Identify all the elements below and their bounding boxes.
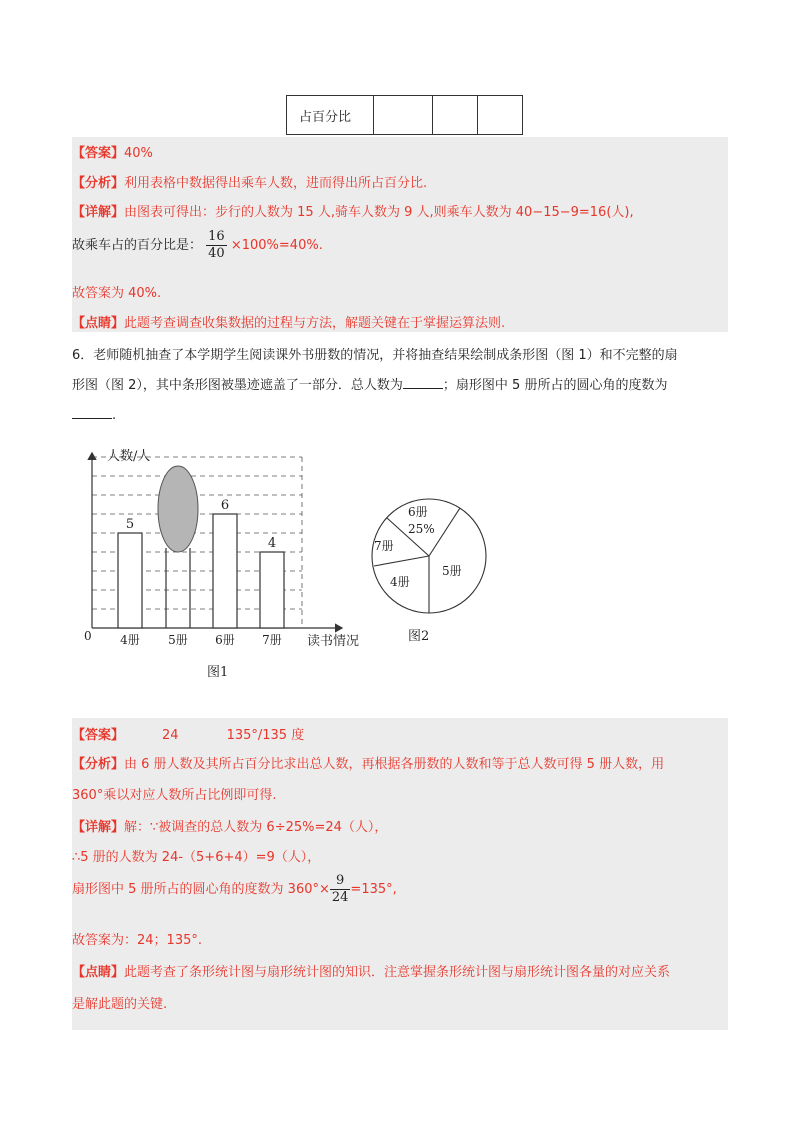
q5-analysis (72, 172, 427, 191)
comment-tag: 【点睛】 (72, 965, 125, 980)
bar-2-obscured (166, 548, 190, 628)
fraction-denominator: 40 (208, 246, 225, 261)
q6-line2 (72, 374, 667, 393)
q6-conclusion: 故答案为：24；135°. (72, 933, 202, 948)
q5-solution-block (72, 137, 728, 332)
bar-chart-caption: 图1 (207, 665, 229, 680)
q5-comment (72, 312, 505, 331)
q6-line2-part1: 形图（图 2），其中条形图被墨迹遮盖了一部分．总人数为 (72, 378, 403, 393)
q6-detail-line2: ∴5 册的人数为 24-（5+6+4）=9（人）， (72, 850, 321, 865)
fraction (330, 873, 351, 906)
x-axis-label: 读书情况 (307, 634, 360, 649)
analysis-tag: 【分析】 (72, 757, 125, 772)
q5-ratio (72, 229, 323, 262)
bar-4 (260, 552, 284, 628)
category-label: 5册 (168, 633, 188, 647)
angle-suffix: =135°, (350, 882, 397, 897)
q6-comment-line1 (72, 961, 670, 980)
ink-blot (158, 466, 198, 552)
bar-value-label: 5 (125, 517, 135, 532)
q6-detail-line1 (72, 816, 387, 835)
q6-line2-part2: ；扇形图中 5 册所占的圆心角的度数为 (442, 378, 668, 393)
q6-solution-block (72, 718, 728, 1030)
answer-text: 40% (124, 146, 153, 161)
detail-text: 由图表可得出：步行的人数为 15 人,骑车人数为 9 人,则乘车人数为 40−15−9=16(人), (124, 205, 634, 220)
q6-line3-end: . (112, 408, 117, 423)
q5-detail (72, 201, 634, 220)
bar-1 (118, 533, 142, 628)
pie-percent-6: 25% (408, 522, 435, 536)
pie-label-5: 5册 (442, 564, 462, 578)
pie-chart-caption: 图2 (408, 629, 430, 644)
analysis-text: 利用表格中数据得出乘车人数，进而得出所占百分比. (124, 176, 428, 191)
q6-analysis-line1 (72, 753, 664, 772)
bars (118, 498, 284, 647)
fraction-denominator: 24 (331, 890, 349, 905)
answer-1: 24 (162, 728, 179, 743)
ratio-prefix: 故乘车占的百分比是： (72, 238, 203, 253)
analysis-text: 由 6 册人数及其所占百分比求出总人数，再根据各册数的人数和等于总人数可得 5 册人数，用 (124, 757, 665, 772)
answer-2: 135°/135 度 (226, 728, 305, 743)
comment-text: 此题考查了条形统计图与扇形统计图的知识．注意掌握条形统计图与扇形统计图各量的对应关系 (124, 965, 671, 980)
angle-prefix: 扇形图中 5 册所占的圆心角的度数为 360°× (72, 882, 330, 897)
table-cell (478, 96, 523, 135)
q6-answer (72, 724, 304, 743)
q6-line3 (72, 406, 116, 423)
comment-text: 此题考查调查收集数据的过程与方法，解题关键在于掌握运算法则. (124, 316, 506, 331)
analysis-tag: 【分析】 (72, 176, 125, 191)
ratio-suffix: ×100%=40%. (230, 238, 323, 253)
answer-tag: 【答案】 (72, 146, 125, 161)
answer-blank-1[interactable] (403, 376, 443, 389)
answer-blank-2[interactable] (72, 406, 112, 419)
bar-value-label: 6 (220, 498, 230, 513)
fraction (206, 229, 227, 262)
y-axis-label: 人数/人 (107, 449, 151, 464)
pie-chart (360, 488, 500, 653)
table-label-cell: 占百分比 (287, 96, 374, 135)
q5-conclusion: 故答案为 40%. (72, 286, 162, 301)
q6-angle (72, 873, 397, 906)
fraction-numerator: 9 (330, 873, 351, 890)
bar-3 (213, 514, 237, 628)
comment-tag: 【点睛】 (72, 316, 125, 331)
table-cell (374, 96, 433, 135)
pie-label-4: 4册 (390, 575, 410, 589)
q6-analysis-line2: 360°乘以对应人数所占比例即可得. (72, 788, 277, 803)
table-cell (433, 96, 478, 135)
detail-tag: 【详解】 (72, 205, 125, 220)
answer-tag: 【答案】 (72, 728, 125, 743)
q5-answer (72, 142, 153, 161)
detail-tag: 【详解】 (72, 820, 125, 835)
origin-label: 0 (84, 629, 92, 643)
percentage-table (286, 95, 523, 135)
bar-value-label: 4 (267, 536, 277, 551)
pie-label-6: 6册 (408, 505, 428, 519)
category-label: 6册 (215, 633, 235, 647)
fraction-numerator: 16 (208, 229, 225, 244)
category-label: 7册 (262, 633, 282, 647)
bar-chart (80, 438, 380, 688)
category-label: 4册 (120, 633, 140, 647)
q6-line1: 6．老师随机抽查了本学期学生阅读课外书册数的情况，并将抽查结果绘制成条形图（图 1）和不完整的扇 (72, 348, 678, 363)
pie-label-7: 7册 (374, 539, 394, 553)
q6-comment-line2: 是解此题的关键. (72, 997, 168, 1012)
detail-text: 解：∵被调查的总人数为 6÷25%=24（人）， (124, 820, 388, 835)
